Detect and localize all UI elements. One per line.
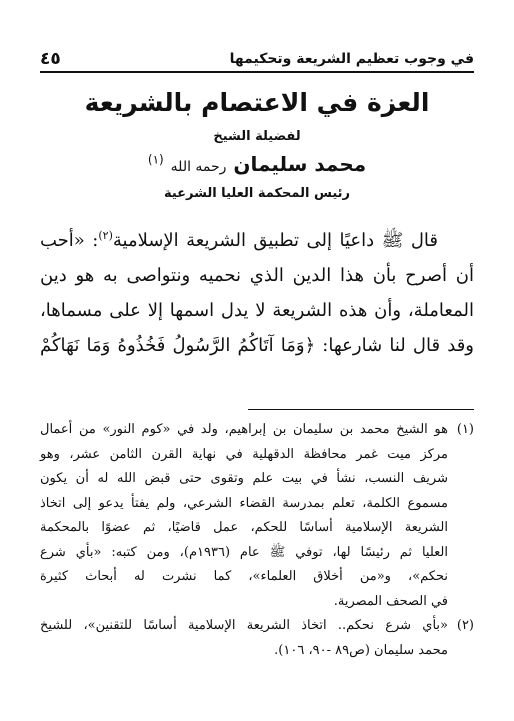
running-header-title: في وجوب تعظيم الشريعة وتحكيمها xyxy=(229,51,474,67)
author-name-line xyxy=(40,152,474,176)
footnote-1-line-5: الشريعة الإسلامية أساسًا للحكم، عمل قاضيًا، ثم عضوًا بالمحكمة xyxy=(40,520,448,535)
footnotes xyxy=(40,418,474,663)
footnote-2-text: «بأي شرع نحكم.. اتخاذ الشريعة الإسلامية أساسًا للتقنين»، للشيخ xyxy=(40,618,448,633)
body-line-1-text: قال ﷺ داعيًا إلى تطبيق الشريعة الإسلامية xyxy=(112,230,438,251)
footnote-1-line-4: مسموع الكلمة، تعلم بمدرسة القضاء الشرعي، ولم يفتأ يدعو إلى اتخاذ xyxy=(40,495,448,511)
header-rule xyxy=(40,71,474,73)
author-byline: لفضيلة الشيخ xyxy=(213,129,301,144)
article-title: العزة في الاعتصام بالشريعة xyxy=(84,88,430,117)
footnote-2-line-1 xyxy=(40,614,474,639)
footnote-1-line-2: مركز ميت غمر محافظة الدقهلية في نهاية القرن الثامن عشر، وهو xyxy=(40,446,448,462)
body-line-2: أن أصرح بأن هذا الدين الذي نحميه ونتواصى به هو دين xyxy=(40,265,474,286)
body-line-1-tail: : «أحب xyxy=(40,230,99,251)
footnote-1-line-8: في الصحف المصرية. xyxy=(333,593,448,609)
page-number: ٤٥ xyxy=(40,49,61,69)
footnote-rule xyxy=(248,409,474,410)
author-honorific: رحمه الله xyxy=(170,159,227,175)
footnote-1-number: (١) xyxy=(456,422,474,437)
body-paragraph xyxy=(40,218,474,363)
footnote-1-text: هو الشيخ محمد بن سليمان بن إبراهيم، ولد في «كوم النور» من أعمال xyxy=(40,422,448,437)
body-line-1 xyxy=(40,218,474,258)
footnote-1-line-6: العليا ثم رئيسًا لها، توفي ﷺ عام (١٩٣٦م)، ومن كتبه: «بأي شرع xyxy=(40,544,448,560)
footnote-1-line-3: شريف النسب، نشأ في بيت علم وتقوى حتى قبض الله له أن يكون xyxy=(40,471,448,486)
body-footnote-mark: (٢) xyxy=(98,229,113,242)
author-name: محمد سليمان xyxy=(233,152,367,176)
body-line-3: المعاملة، وأن هذه الشريعة لا يدل اسمها إلا على مسماها، xyxy=(40,300,474,321)
body-line-4: وقد قال لنا شارعها: ﴿وَمَا آتَاكُمُ الرَّسُولُ فَخُذُوهُ وَمَا نَهَاكُمْ xyxy=(40,335,475,356)
author-role: رئيس المحكمة العليا الشرعية xyxy=(163,186,351,201)
footnote-2-number: (٢) xyxy=(456,618,474,633)
footnote-2-line-2: محمد سليمان (ص٨٩ -٩٠، ١٠٦). xyxy=(274,642,448,658)
author-footnote-mark: (١) xyxy=(147,152,164,167)
footnote-1-line-1 xyxy=(40,418,474,443)
running-header xyxy=(40,48,474,70)
footnote-1-line-7: نحكم»، و«من أخلاق العلماء»، كما نشرت له أبحاث كثيرة xyxy=(40,569,448,584)
